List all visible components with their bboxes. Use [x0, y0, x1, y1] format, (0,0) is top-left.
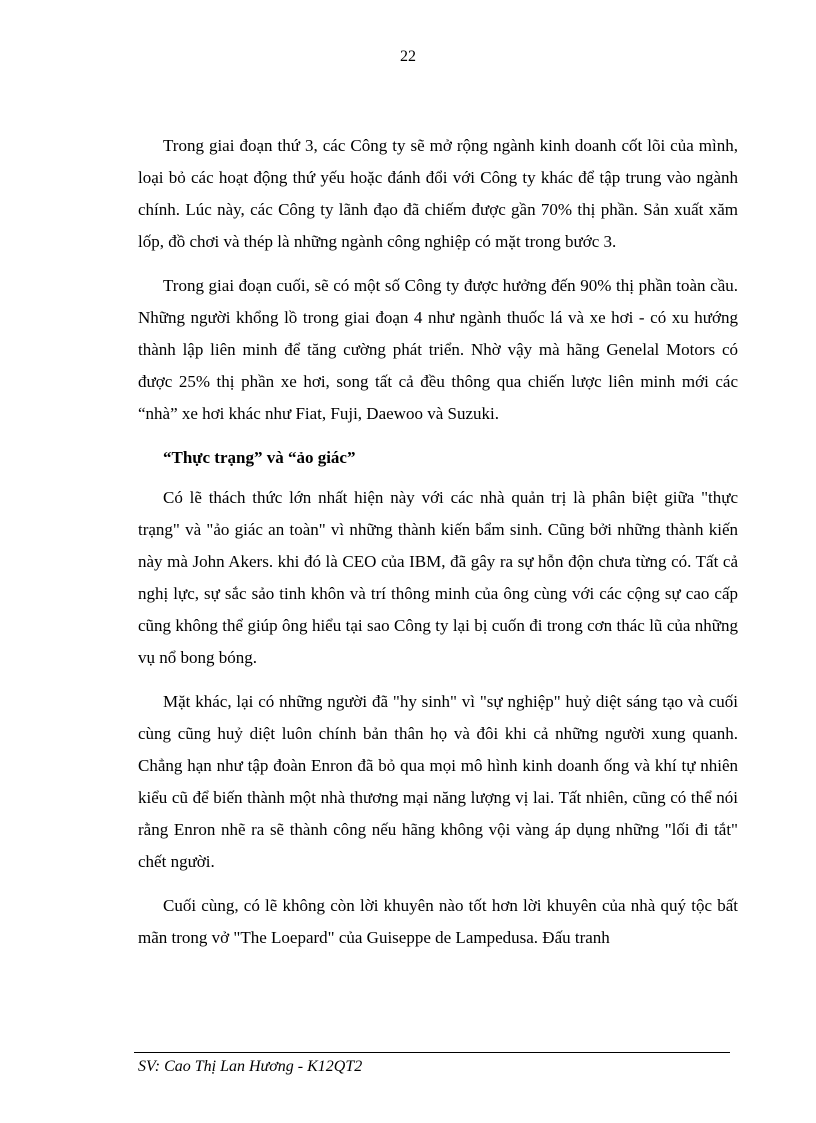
paragraph-stage-3: Trong giai đoạn thứ 3, các Công ty sẽ mở rộng ngành kinh doanh cốt lõi của mình, loại bỏ các hoạt động thứ yếu hoặc đánh đổi với Công ty khác để tập trung vào ngành chính. Lúc này, các Công ty lãnh đạo đã chiếm được gần 70% thị phần. Sản xuất xăm lốp, đồ chơi và thép là những ngành công nghiệp có mặt trong bước 3. [138, 136, 738, 251]
footer-divider [134, 1052, 730, 1053]
document-body [138, 130, 738, 966]
section-heading: “Thực trạng” và “ảo giác” [163, 448, 356, 467]
page-number: 22 [400, 48, 416, 65]
paragraph-conclusion: Cuối cùng, có lẽ không còn lời khuyên nào tốt hơn lời khuyên của nhà quý tộc bất mãn trong vở "The Loepard" của Guiseppe de Lampedusa. Đấu tranh [138, 896, 738, 947]
footer-author: SV: Cao Thị Lan Hương - K12QT2 [138, 1058, 363, 1075]
paragraph-final-stage: Trong giai đoạn cuối, sẽ có một số Công ty được hưởng đến 90% thị phần toàn cầu. Những người khổng lồ trong giai đoạn 4 như ngành thuốc lá và xe hơi - có xu hướng thành lập liên minh để tăng cường phát triển. Nhờ vậy mà hãng Genelal Motors có được 25% thị phần xe hơi, song tất cả đều thông qua chiến lược liên minh mới các “nhà” xe hơi khác như Fiat, Fuji, Daewoo và Suzuki. [138, 276, 738, 423]
paragraph-enron: Mặt khác, lại có những người đã "hy sinh" vì "sự nghiệp" huỷ diệt sáng tạo và cuối cùng cũng huỷ diệt luôn chính bản thân họ và đôi khi cả những người xung quanh. Chẳng hạn như tập đoàn Enron đã bỏ qua mọi mô hình kinh doanh ống và khí tự nhiên kiểu cũ để biến thành một nhà thương mại năng lượng vị lai. Tất nhiên, cũng có thể nói rằng Enron nhẽ ra sẽ thành công nếu hãng không vội vàng áp dụng những "lối đi tắt" chết người. [138, 692, 738, 871]
paragraph-reality-illusion: Có lẽ thách thức lớn nhất hiện này với các nhà quản trị là phân biệt giữa "thực trạng" và "ảo giác an toàn" vì những thành kiến bẩm sinh. Cũng bởi những thành kiến này mà John Akers. khi đó là CEO của IBM, đã gây ra sự hỗn độn chưa từng có. Tất cả nghị lực, sự sắc sảo tinh khôn và trí thông minh của ông cùng với các cộng sự cao cấp cũng không thể giúp ông hiểu tại sao Công ty lại bị cuốn đi trong cơn thác lũ của những vụ nổ bong bóng. [138, 488, 738, 667]
